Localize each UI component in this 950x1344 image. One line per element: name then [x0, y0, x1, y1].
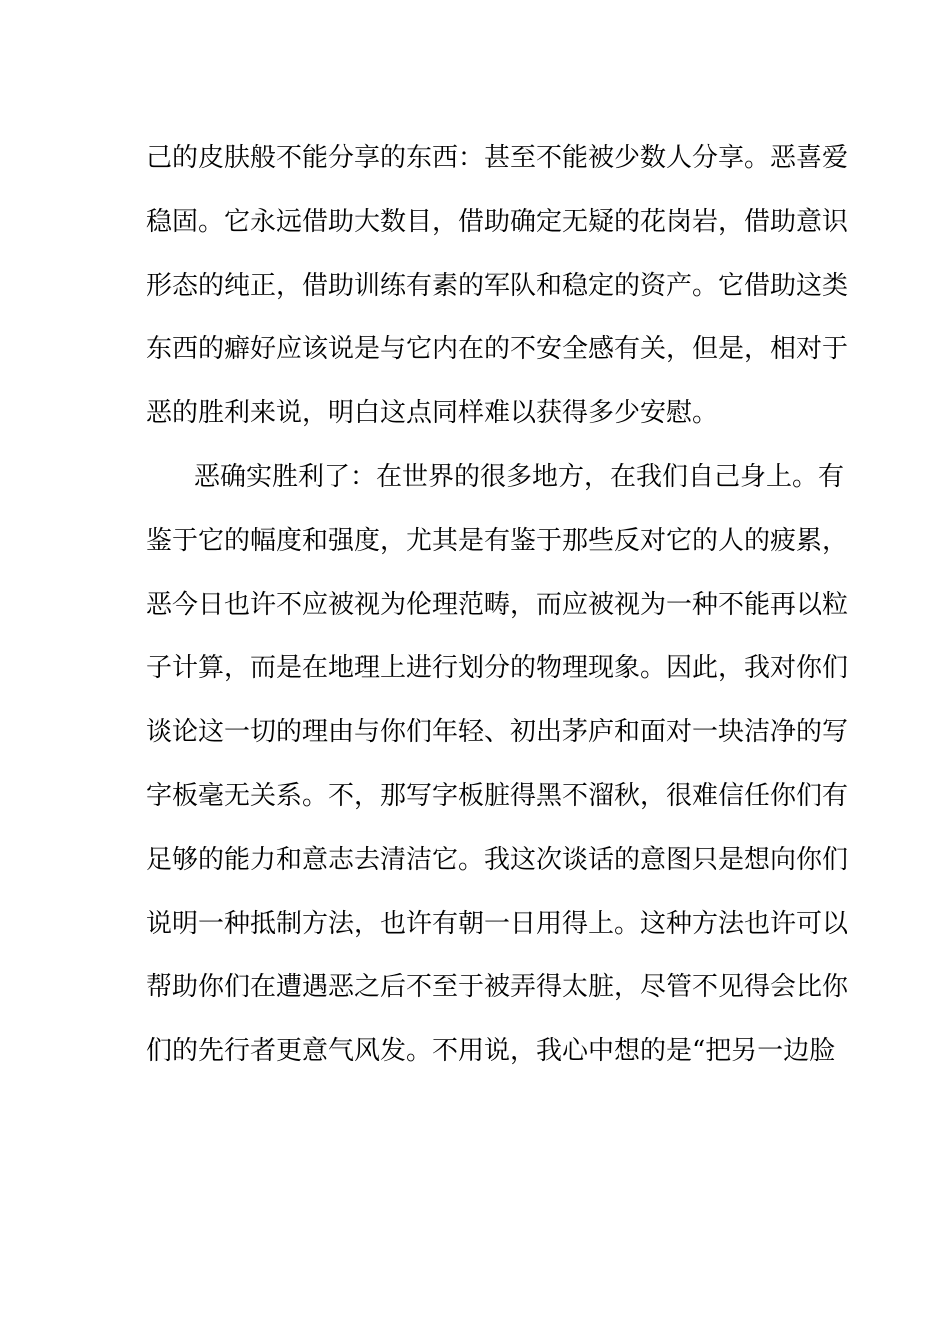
text-line-6-paragraph-start: 恶确实胜利了：在世界的很多地方，在我们自己身上。有 [194, 461, 845, 492]
text-line-11: 字板毫无关系。不，那写字板脏得黑不溜秋，很难信任你们有 [146, 780, 849, 811]
text-line-8: 恶今日也许不应被视为伦理范畴，而应被视为一种不能再以粒 [146, 589, 849, 620]
text-line-14: 帮助你们在遭遇恶之后不至于被弄得太脏，尽管不见得会比你 [146, 972, 849, 1003]
text-line-3: 形态的纯正，借助训练有素的军队和稳定的资产。它借助这类 [146, 270, 849, 301]
text-line-5-paragraph-end: 恶的胜利来说，明白这点同样难以获得多少安慰。 [146, 398, 719, 429]
text-line-2: 稳固。它永远借助大数目，借助确定无疑的花岗岩，借助意识 [146, 206, 849, 237]
text-line-4: 东西的癖好应该说是与它内在的不安全感有关，但是，相对于 [146, 334, 849, 365]
text-line-13: 说明一种抵制方法，也许有朝一日用得上。这种方法也许可以 [146, 908, 849, 939]
text-line-12: 足够的能力和意志去清洁它。我这次谈话的意图只是想向你们 [146, 844, 849, 875]
text-line-10: 谈论这一切的理由与你们年轻、初出茅庐和面对一块洁净的写 [146, 717, 849, 748]
text-line-7: 鉴于它的幅度和强度，尤其是有鉴于那些反对它的人的疲累， [146, 525, 849, 556]
body-text [146, 127, 849, 1084]
text-line-9: 子计算，而是在地理上进行划分的物理现象。因此，我对你们 [146, 653, 849, 684]
text-line-1: 己的皮肤般不能分享的东西：甚至不能被少数人分享。恶喜爱 [146, 143, 849, 173]
text-line-15: 们的先行者更意气风发。不用说，我心中想的是“把另一边脸 [146, 1036, 836, 1067]
